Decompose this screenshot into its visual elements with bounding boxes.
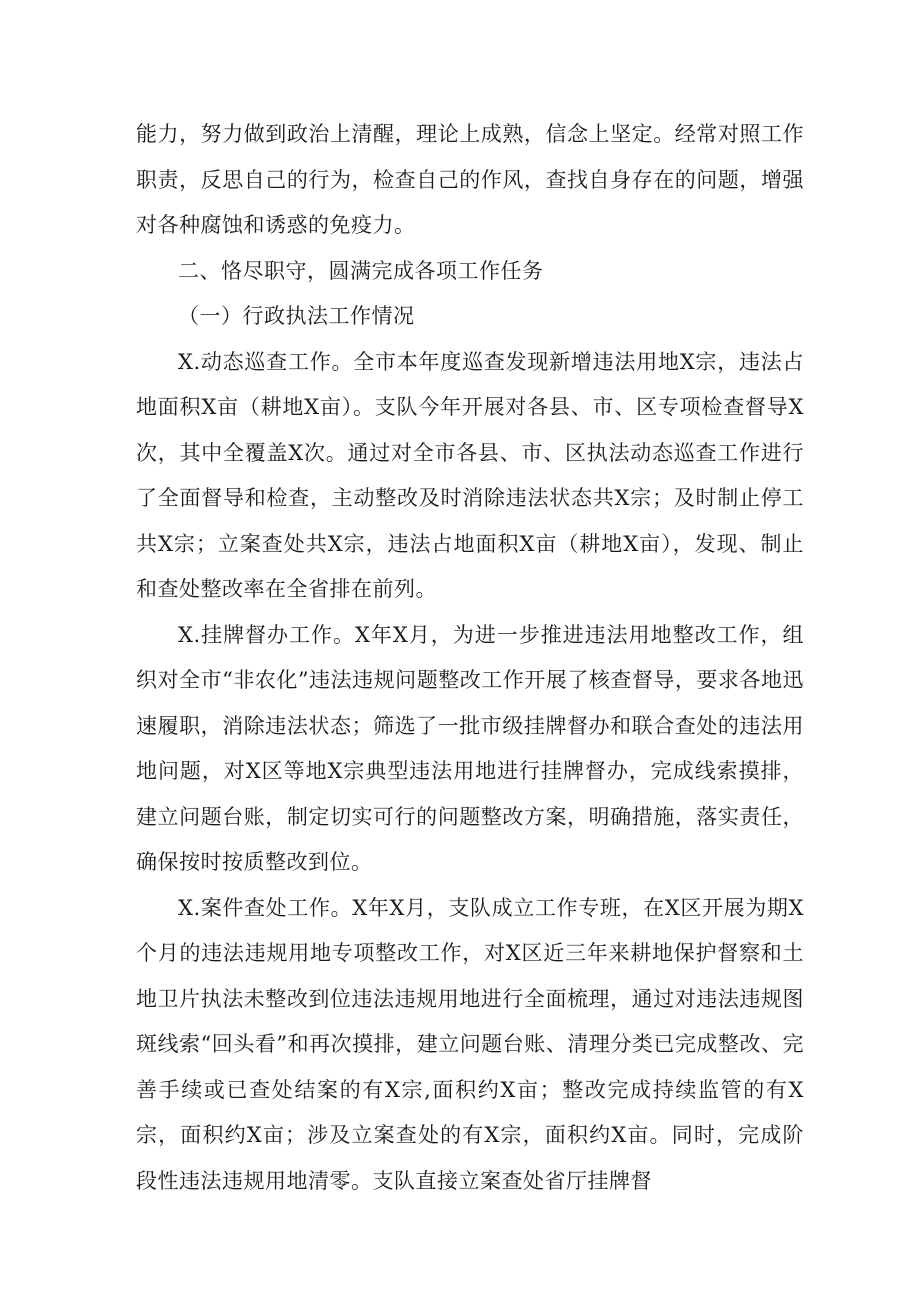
paragraph-supervision: X.挂牌督办工作。X年X月，为进一步推进违法用地整改工作，组织对全市“非农化”违法违规问题整改工作开展了核查督导，要求各地迅速履职，消除违法状态；筛选了一批市级挂牌督办和联合查处的违法用地问题，对X区等地X宗典型违法用地进行挂牌督办，完成线索摸排，建立问题台账，制定切实可行的问题整改方案，明确措施，落实责任，确保按时按质整改到位。 — [136, 622, 804, 874]
paragraph-case-handling: X.案件查处工作。X年X月，支队成立工作专班，在X区开展为期X个月的违法违规用地专项整改工作，对X区近三年来耕地保护督察和土地卫片执法未整改到位违法违规用地进行全面梳理，通过对违法违规图斑线索“回头看”和再次摸排，建立问题台账、清理分类已完成整改、完善手续或已查处结案的有X宗,面积约X亩；整改完成持续监管的有X宗，面积约X亩；涉及立案查处的有X宗，面积约X亩。同时，完成阶段性违法违规用地清零。支队直接立案查处省厅挂牌督 — [136, 895, 804, 1193]
paragraph-continuation: 能力，努力做到政治上清醒，理论上成熟，信念上坚定。经常对照工作职责，反思自己的行为，检查自己的作风，查找自身存在的问题，增强对各种腐蚀和诱惑的免疫力。 — [136, 122, 804, 237]
section-heading: 二、恪尽职守，圆满完成各项工作任务 — [178, 258, 544, 283]
paragraph-patrol: X.动态巡查工作。全市本年度巡查发现新增违法用地X宗，违法占地面积X亩（耕地X亩）。支队今年开展对各县、市、区专项检查督导X次，其中全覆盖X次。通过对全市各县、市、区执法动态巡查工作进行了全面督导和检查，主动整改及时消除违法状态共X宗；及时制止停工共X宗；立案查处共X宗，违法占地面积X亩（耕地X亩），发现、制止和查处整改率在全省排在前列。 — [136, 349, 804, 601]
subsection-heading: （一）行政执法工作情况 — [178, 304, 415, 328]
document-body — [136, 112, 804, 1204]
